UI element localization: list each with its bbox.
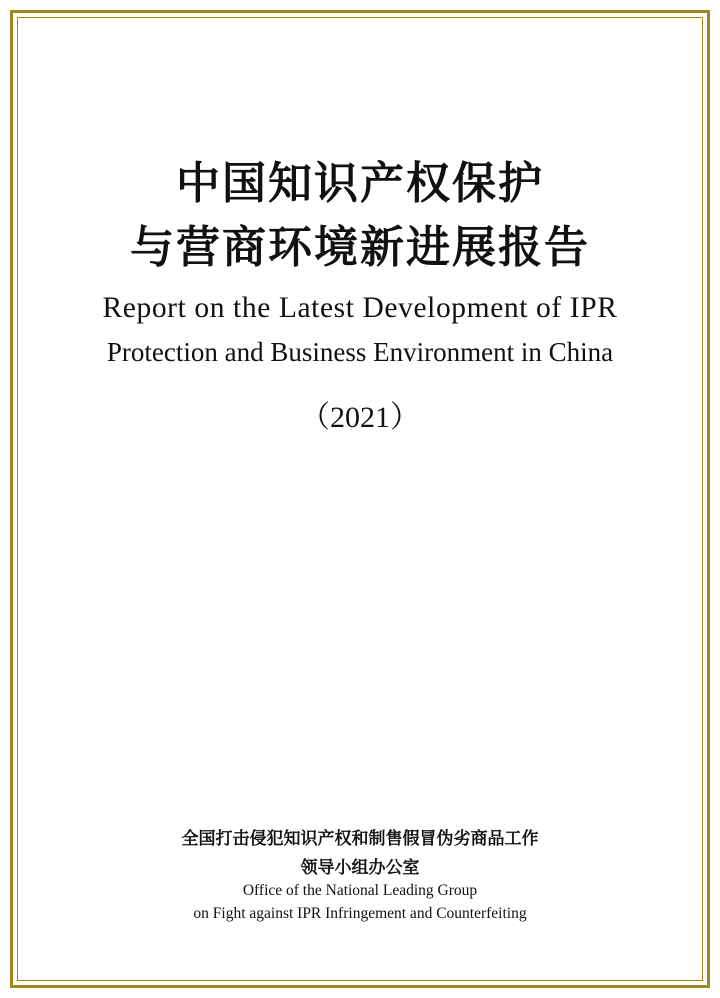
report-year: （2021） (300, 401, 420, 434)
organization-zh-line1: 全国打击侵犯知识产权和制售假冒伪劣商品工作 (181, 829, 539, 849)
organization-en-line1: Office of the National Leading Group (242, 882, 478, 899)
title-zh-line2: 与营商环境新进展报告 (130, 222, 590, 273)
organization-zh-line2: 领导小组办公室 (300, 858, 420, 878)
organization-en-line2: on Fight against IPR Infringement and Counterfeiting (193, 905, 527, 922)
title-zh-line1: 中国知识产权保护 (176, 158, 544, 209)
title-en-line1: Report on the Latest Development of IPR (102, 292, 618, 324)
title-en-line2: Protection and Business Environment in China (106, 337, 614, 367)
